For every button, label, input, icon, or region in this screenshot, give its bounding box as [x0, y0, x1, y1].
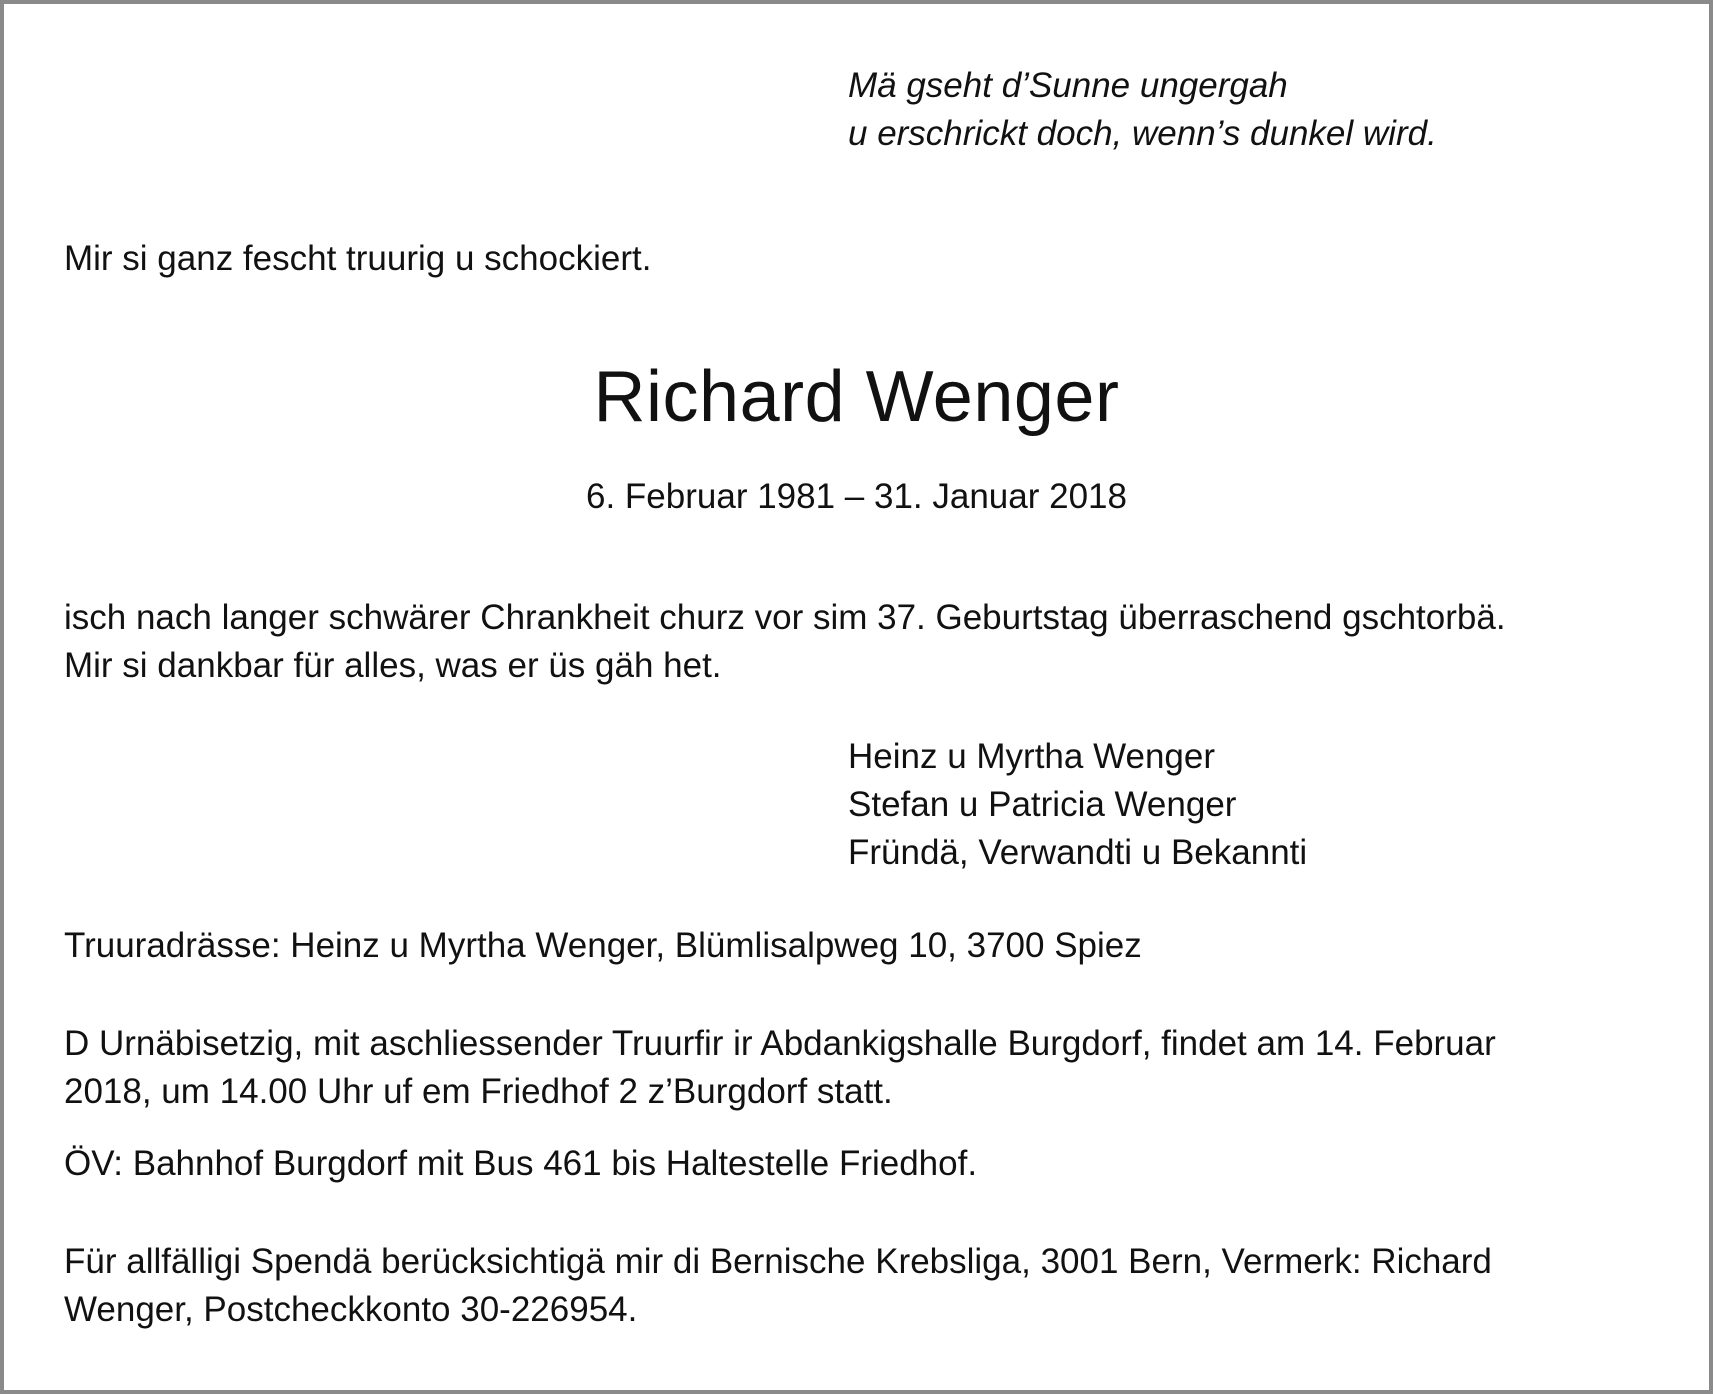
donation-line-1: Für allfälligi Spendä berücksichtigä mir di Bernische Krebsliga, 3001 Bern, Vermerk: Richard — [64, 1242, 1492, 1281]
ceremony-line-2: 2018, um 14.00 Uhr uf em Friedhof 2 z’Burgdorf statt. — [64, 1072, 893, 1111]
signatories — [848, 733, 1307, 877]
signatory-2: Stefan u Patricia Wenger — [848, 785, 1237, 824]
mourning-address: Truuradrässe: Heinz u Myrtha Wenger, Blümlisalpweg 10, 3700 Spiez — [64, 926, 1142, 965]
intro-text: Mir si ganz fescht truurig u schockiert. — [64, 239, 652, 278]
donation-line-2: Wenger, Postcheckkonto 30-226954. — [64, 1290, 638, 1329]
motto-line-2: u erschrickt doch, wenn’s dunkel wird. — [848, 114, 1437, 153]
deceased-name: Richard Wenger — [593, 357, 1120, 437]
transport-info: ÖV: Bahnhof Burgdorf mit Bus 461 bis Haltestelle Friedhof. — [64, 1144, 978, 1183]
signatory-1: Heinz u Myrtha Wenger — [848, 737, 1216, 776]
ceremony-line-1: D Urnäbisetzig, mit aschliessender Truurfir ir Abdankigshalle Burgdorf, findet am 14. Februar — [64, 1024, 1496, 1063]
donation-info — [64, 1238, 1492, 1334]
motto-quote — [848, 62, 1437, 158]
signatory-3: Fründä, Verwandti u Bekannti — [848, 833, 1308, 872]
message-line-2: Mir si dankbar für alles, was er üs gäh het. — [64, 646, 722, 685]
message-line-1: isch nach langer schwärer Chrankheit churz vor sim 37. Geburtstag überraschend gschtorbä. — [64, 598, 1506, 637]
ceremony-info — [64, 1020, 1496, 1116]
motto-line-1: Mä gseht d’Sunne ungergah — [848, 66, 1288, 105]
message-text — [64, 594, 1506, 690]
life-dates: 6. Februar 1981 – 31. Januar 2018 — [586, 477, 1127, 516]
